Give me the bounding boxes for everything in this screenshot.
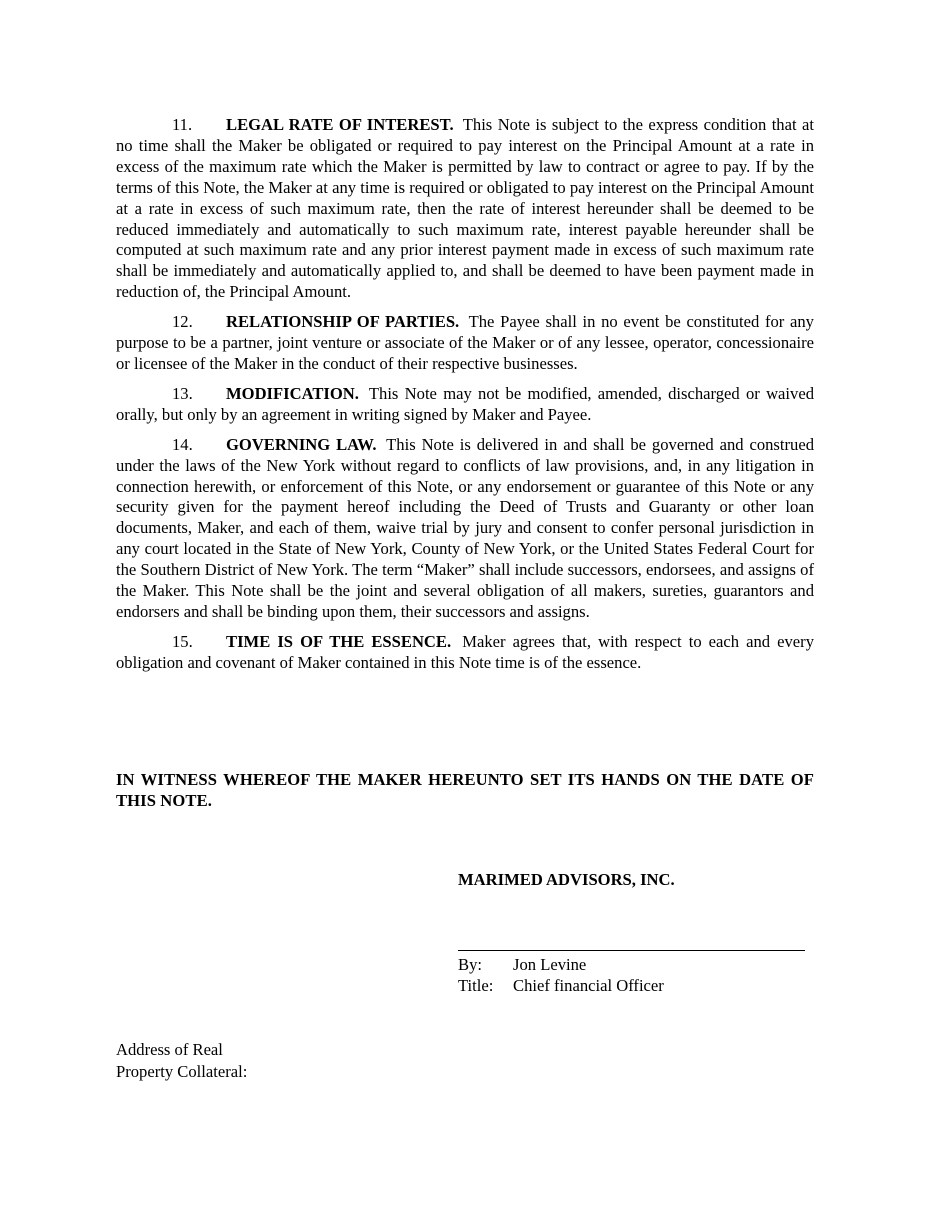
witness-clause: IN WITNESS WHEREOF THE MAKER HEREUNTO SET ITS HANDS ON THE DATE OF THIS NOTE. <box>116 770 814 810</box>
section-text: This Note is delivered in and shall be governed and construed under the laws of the New York without regard to conflicts of law provisions, and, in any litigation in connection herewith, or enforcement of this Note, or any endorsement or guarantee of this Note or any security given for the payment hereof including the Deed of Trusts and Guaranty or other loan documents, Maker, and each of them, waive trial by jury and consent to confer personal jurisdiction in any court located in the State of New York, County of New York, or the United States Federal Court for the Southern District of New York. The term “Maker” shall include successors, endorsees, and assigns of the Maker. This Note shall be the joint and several obligation of all makers, sureties, guarantors and endorsers and shall be binding upon them, their successors and assigns. <box>116 434 814 621</box>
section-text: The Payee shall in no event be constituted for any purpose to be a partner, joint venture or associate of the Maker or of any lessee, operator, concessionaire or licensee of the Maker in the conduct of their respective businesses. <box>116 312 814 373</box>
section-number: 13. <box>172 383 193 403</box>
signature-line <box>458 950 805 951</box>
signer-row <box>458 954 664 975</box>
section-15 <box>116 632 814 674</box>
section-heading: MODIFICATION. <box>226 383 359 403</box>
section-text: Maker agrees that, with respect to each and every obligation and covenant of Maker contained in this Note time is of the essence. <box>116 631 814 672</box>
signer-title: Chief financial Officer <box>513 976 664 995</box>
by-label: By: <box>458 955 482 974</box>
company-name: MARIMED ADVISORS, INC. <box>458 870 675 889</box>
section-text: This Note may not be modified, amended, discharged or waived orally, but only by an agreement in writing signed by Maker and Payee. <box>116 383 814 424</box>
section-number: 11. <box>172 115 193 134</box>
section-number: 15. <box>172 631 193 651</box>
address-label <box>116 1039 247 1082</box>
document-body <box>116 115 814 683</box>
section-12 <box>116 312 814 375</box>
section-number: 12. <box>172 312 193 332</box>
section-number: 14. <box>172 434 193 454</box>
title-row <box>458 975 664 996</box>
signature-block <box>458 954 664 996</box>
section-13 <box>116 384 814 426</box>
title-label: Title: <box>458 976 494 995</box>
signer-name: Jon Levine <box>513 955 587 974</box>
section-11 <box>116 115 814 303</box>
section-14 <box>116 435 814 623</box>
address-line-1: Address of Real <box>116 1040 223 1059</box>
section-heading: TIME IS OF THE ESSENCE. <box>226 631 452 651</box>
section-text: This Note is subject to the express condition that at no time shall the Maker be obligated or required to pay interest on the Principal Amount at a rate in excess of the maximum rate which the Maker is permitted by law to contract or agree to pay. If by the terms of this Note, the Maker at any time is required or obligated to pay interest on the Principal Amount at a rate in excess of such maximum rate, then the rate of interest hereunder shall be deemed to be reduced immediately and automatically to such maximum rate, interest payable hereunder shall be computed at such maximum rate and any prior interest payment made in excess of such maximum rate shall be immediately and automatically applied to, and shall be deemed to have been payment made in reduction of, the Principal Amount. <box>116 115 814 302</box>
section-heading: GOVERNING LAW. <box>226 434 377 454</box>
address-line-2: Property Collateral: <box>116 1061 248 1081</box>
section-heading: RELATIONSHIP OF PARTIES. <box>226 312 460 332</box>
section-heading: LEGAL RATE OF INTEREST. <box>226 115 454 134</box>
